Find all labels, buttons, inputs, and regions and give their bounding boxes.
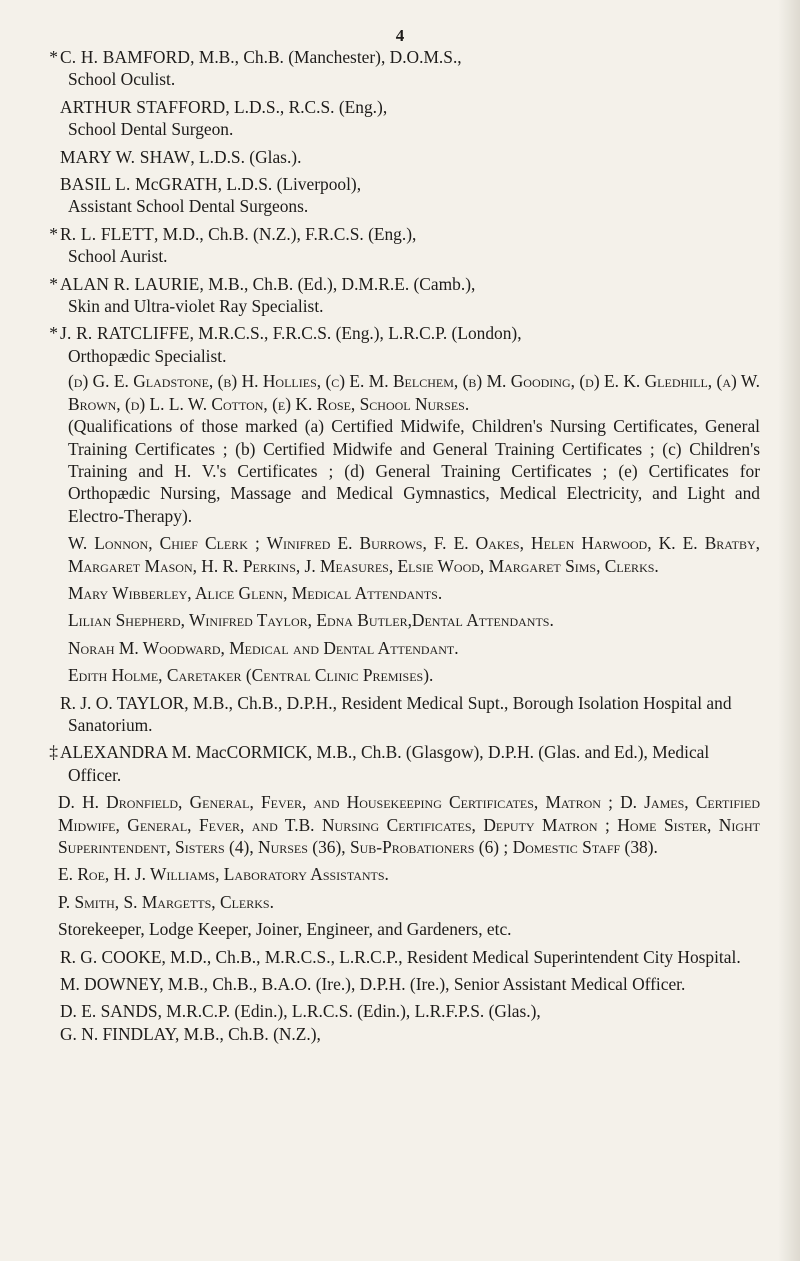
nursing-staff: [0, 791, 800, 858]
entry-quals: , M.D., Ch.B. (N.Z.), F.R.C.S. (Eng.),: [153, 223, 417, 244]
page-number: 4: [395, 26, 405, 45]
entry-taylor: [0, 692, 800, 737]
entry-role: School Aurist.: [68, 246, 168, 267]
entry-cooke: [0, 946, 800, 968]
entry-sands: [0, 1000, 800, 1022]
staff-text: Mary Wibberley, Alice Glenn, Medical Attendants.: [68, 582, 443, 603]
staff-text: D. H. Dronfield, General, Fever, and Housekeeping Certificates, Matron ; D. James, Certified Midwife, General, Fever, and T.B. Nursing Certificates, Deputy Matron ; Home Sister, Night Superintendent, Sisters (4), Nurses (36), Sub-Probationers (6) ; Domestic Staff (38).: [58, 792, 760, 857]
entry-role: Skin and Ultra-violet Ray Specialist.: [68, 296, 324, 317]
entry-stafford: [0, 96, 800, 118]
entry-name: ALAN R. LAURIE: [60, 273, 200, 294]
nurse-qualifications: (Qualifications of those marked (a) Certified Midwife, Children's Nursing Certificates, General Training Certificates ; (b) Certified Midwife and General Training Certificates ; (c) Children's Training and H. V.'s Certificates ; (d) General Training Certificates ; (e) Certificates for Orthopædic Nursing, Massage and Medical Gymnastics, Medical Electricity, and Light and Electro-Therapy).: [68, 416, 760, 526]
entry-role: Assistant School Dental Surgeons.: [68, 196, 309, 217]
entry-mark: ‡: [49, 742, 58, 763]
staff-text: Storekeeper, Lodge Keeper, Joiner, Engineer, and Gardeners, etc.: [58, 919, 512, 940]
entry-quals: , L.D.S., R.C.S. (Eng.),: [225, 96, 388, 117]
staff-listing: [0, 46, 800, 1045]
entry-text: D. E. SANDS, M.R.C.P. (Edin.), L.R.C.S. (Edin.), L.R.F.P.S. (Glas.),: [60, 1001, 541, 1022]
entry-name: BASIL L. McGRATH: [60, 174, 218, 195]
entry-mark: *: [49, 323, 58, 344]
laboratory-assistants: [0, 863, 800, 885]
entry-quals: , M.R.C.S., F.R.C.S. (Eng.), L.R.C.P. (London),: [189, 323, 522, 344]
caretaker: [0, 664, 800, 686]
entry-quals: , M.B., Ch.B. (Ed.), D.M.R.E. (Camb.),: [199, 273, 476, 294]
entry-role: School Dental Surgeon.: [68, 119, 234, 140]
staff-text: W. Lonnon, Chief Clerk ; Winifred E. Burrows, F. E. Oakes, Helen Harwood, K. E. Bratby, Margaret Mason, H. R. Perkins, J. Measures, Elsie Wood, Margaret Sims, Clerks.: [68, 533, 760, 576]
entry-name: ARTHUR STAFFORD: [60, 96, 226, 117]
entry-flett: [0, 223, 800, 245]
entry-quals: , L.D.S. (Liverpool),: [217, 174, 362, 195]
entry-name: C. H. BAMFORD: [60, 47, 191, 67]
entry-ratcliffe: [0, 322, 800, 344]
entry-maccormick: [0, 741, 800, 786]
entry-name: R. L. FLETT: [60, 223, 154, 244]
entry-text: ALEXANDRA M. MacCORMICK, M.B., Ch.B. (Glasgow), D.P.H. (Glas. and Ed.), Medical Officer.: [60, 742, 710, 785]
entry-mark: *: [49, 47, 58, 67]
staff-text: Norah M. Woodward, Medical and Dental Attendant.: [68, 637, 459, 658]
ancillary-staff: [0, 918, 800, 940]
staff-text: Edith Holme, Caretaker (Central Clinic Premises).: [68, 665, 434, 686]
staff-text: P. Smith, S. Margetts, Clerks.: [58, 891, 274, 912]
entry-name: J. R. RATCLIFFE: [60, 323, 190, 344]
entry-mark: *: [49, 223, 58, 244]
entry-text: R. G. COOKE, M.D., Ch.B., M.R.C.S., L.R.C.P., Resident Medical Superintendent City Hospital.: [60, 946, 741, 967]
entry-role: School Oculist.: [68, 69, 176, 90]
entry-text: M. DOWNEY, M.B., Ch.B., B.A.O. (Ire.), D.P.H. (Ire.), Senior Assistant Medical Officer.: [60, 974, 686, 995]
school-nurses: (d) G. E. Gladstone, (b) H. Hollies, (c) E. M. Belchem, (b) M. Gooding, (d) E. K. Gledhill, (a) W. Brown, (d) L. L. W. Cotton, (e) K. Rose, School Nurses.: [68, 371, 760, 414]
entry-quals: , M.B., Ch.B. (Manchester), D.O.M.S.,: [190, 47, 462, 67]
staff-text: Lilian Shepherd, Winifred Taylor, Edna Butler,Dental Attendants.: [68, 610, 554, 631]
dental-attendants: [0, 609, 800, 631]
medical-dental-attendant: [0, 637, 800, 659]
entry-findlay: [0, 1023, 800, 1045]
entry-downey: [0, 973, 800, 995]
entry-mcgrath: [0, 173, 800, 195]
entry-laurie: [0, 273, 800, 295]
entry-quals: , L.D.S. (Glas.).: [190, 146, 302, 167]
medical-attendants: [0, 582, 800, 604]
entry-mark: *: [49, 273, 58, 294]
clerks-list: [0, 532, 800, 577]
entry-shaw: [0, 146, 800, 168]
isolation-clerks: [0, 891, 800, 913]
entry-text: G. N. FINDLAY, M.B., Ch.B. (N.Z.),: [60, 1023, 321, 1044]
entry-role: Orthopædic Specialist.: [68, 345, 227, 366]
staff-text: E. Roe, H. J. Williams, Laboratory Assistants.: [58, 864, 389, 885]
entry-bamford: [0, 46, 800, 68]
entry-text: R. J. O. TAYLOR, M.B., Ch.B., D.P.H., Resident Medical Supt., Borough Isolation Hospital and Sanatorium.: [60, 692, 732, 735]
entry-name: MARY W. SHAW: [60, 146, 191, 167]
